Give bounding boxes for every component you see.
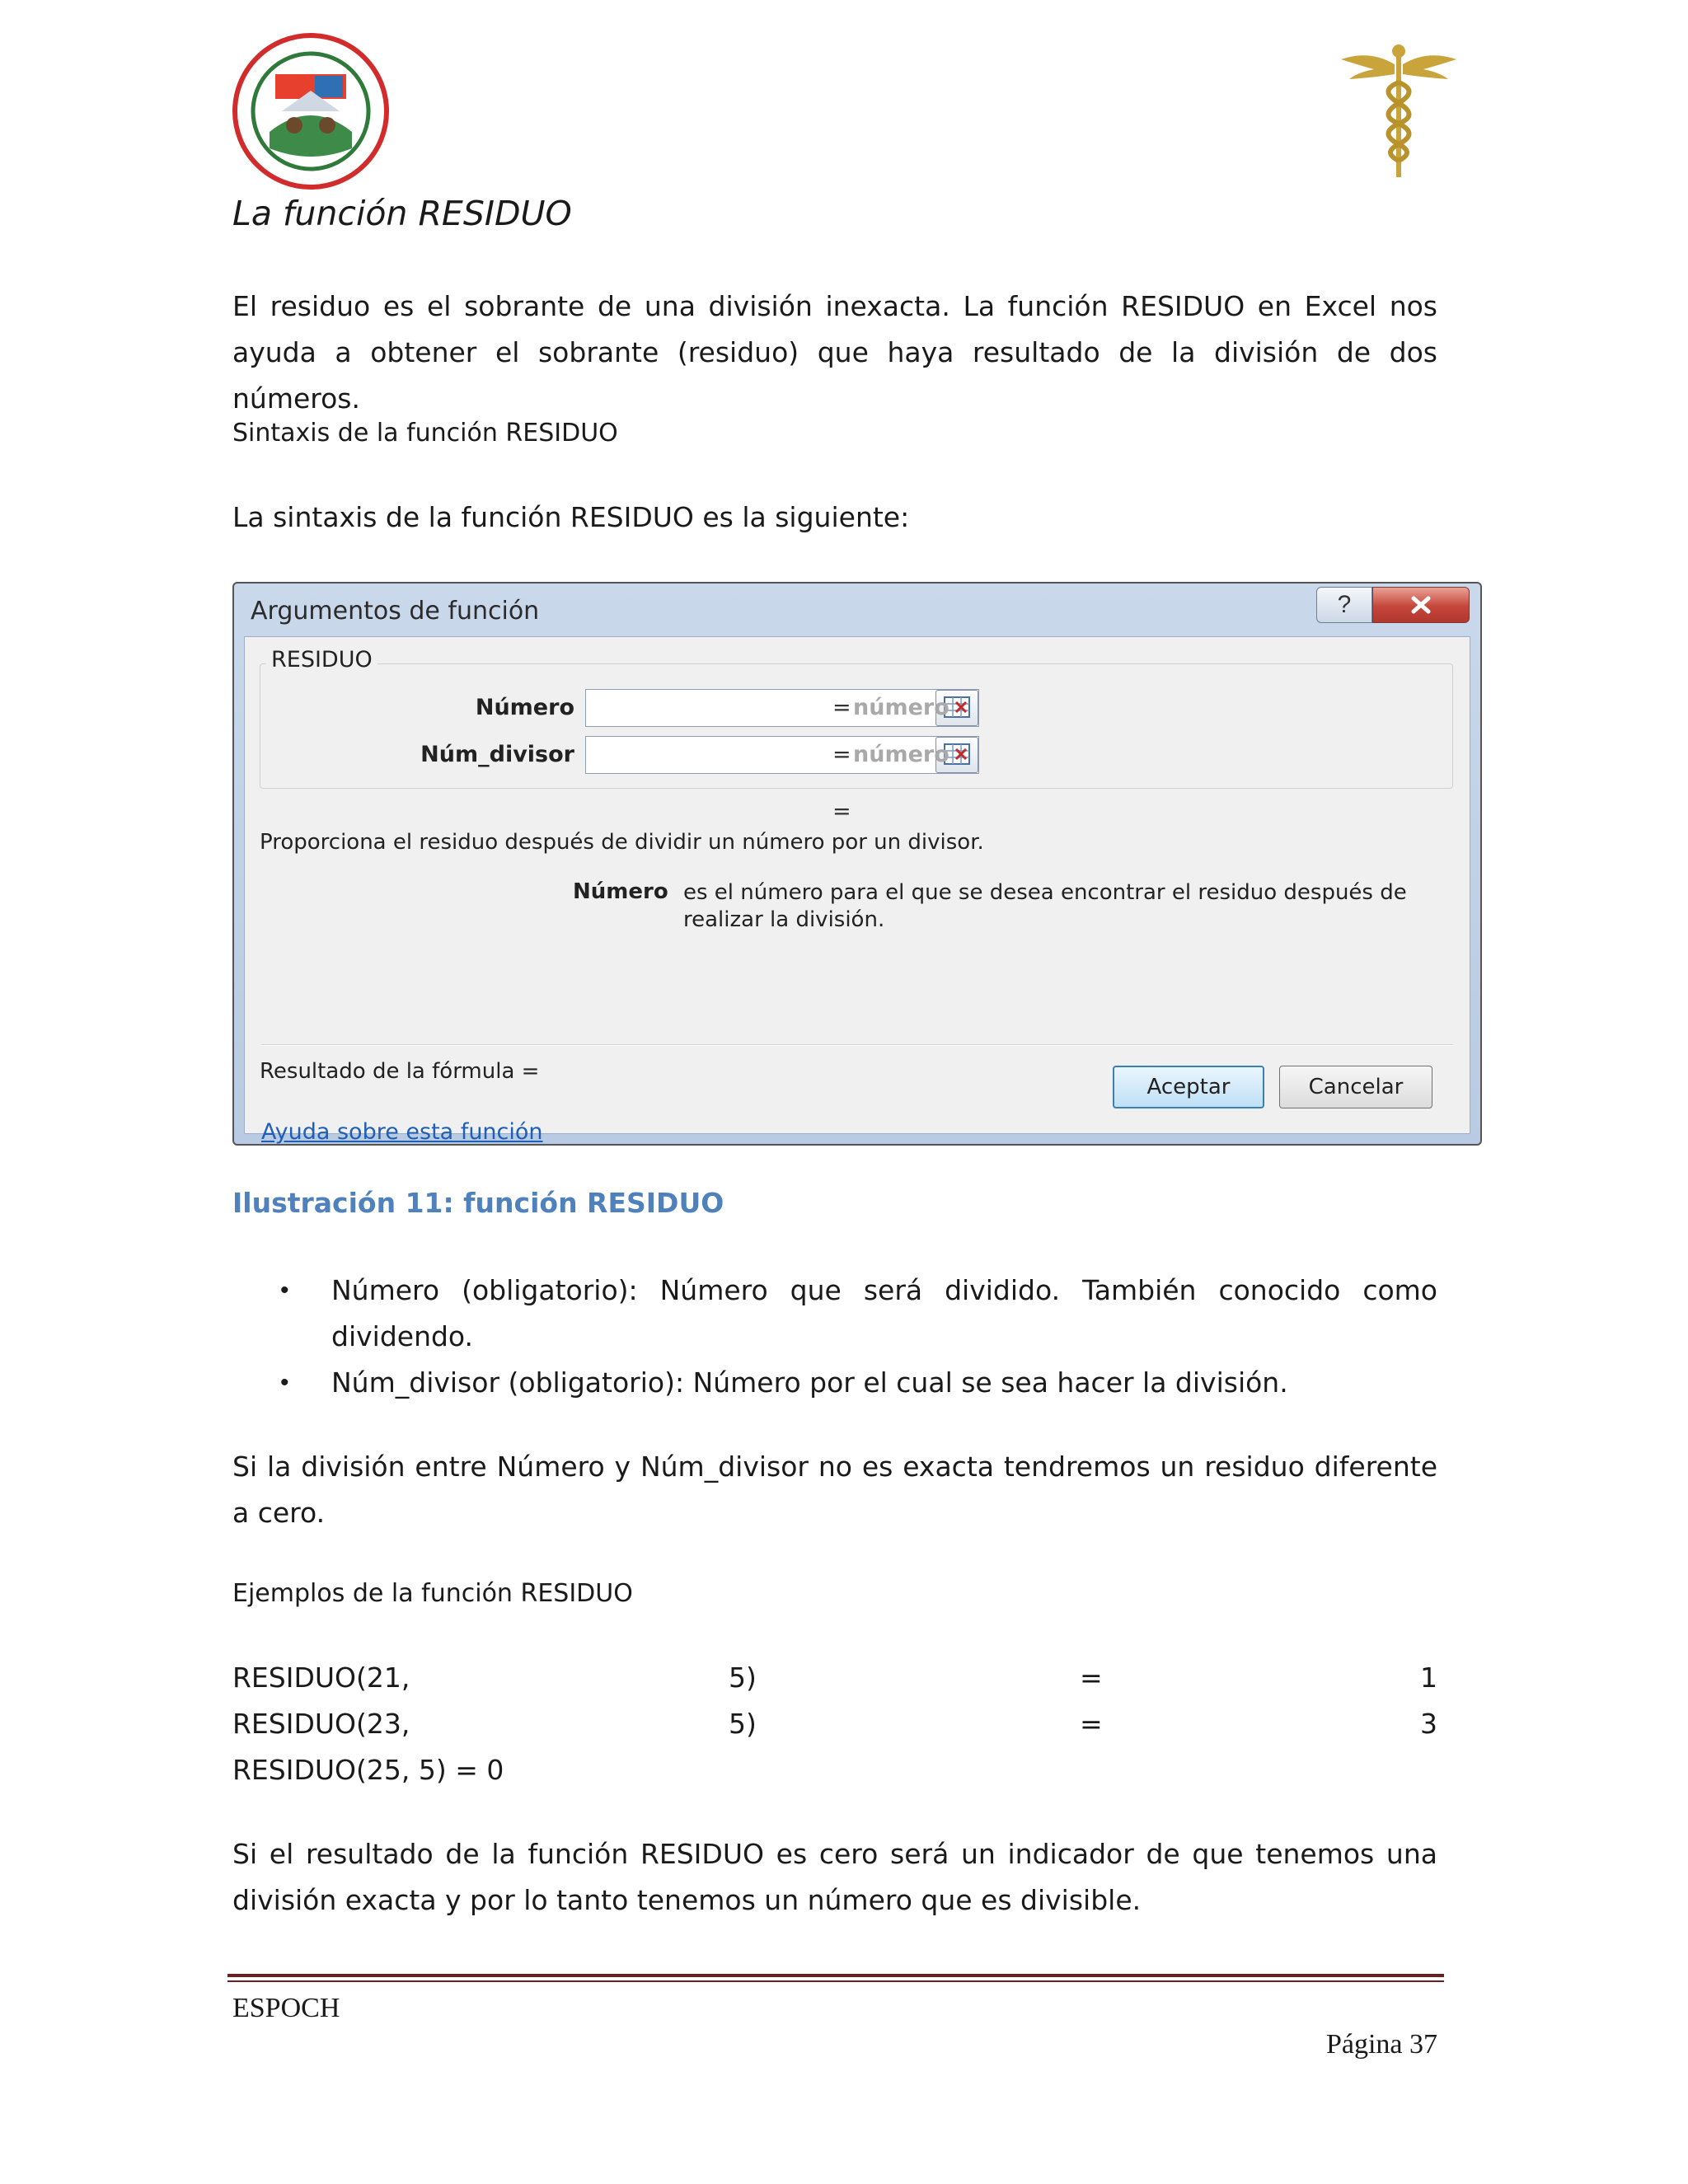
- numero-label: Número: [475, 695, 574, 720]
- footer-rule: [227, 1974, 1444, 1977]
- syntax-heading: Sintaxis de la función RESIDUO: [232, 419, 618, 448]
- example-1-equals: =: [1080, 1661, 1103, 1694]
- example-2-equals: =: [1080, 1708, 1103, 1740]
- help-button[interactable]: ?: [1316, 587, 1372, 623]
- num-divisor-label: Núm_divisor: [420, 742, 574, 767]
- bullet-item-num-divisor: Núm_divisor (obligatorio): Número por el cual se sea hacer la división.: [331, 1366, 1288, 1399]
- page-title: La función RESIDUO: [232, 194, 572, 233]
- bullet-marker: •: [280, 1369, 289, 1396]
- close-icon: [1409, 595, 1433, 615]
- argument-description-name: Número: [573, 879, 668, 904]
- paragraph-zero: Si el resultado de la función RESIDUO es cero será un indicador de que tenemos una división exacta y por lo tanto tenemos un número que es divisible.: [232, 1838, 1437, 1916]
- numero-equals: =: [832, 695, 851, 720]
- bullet-item-numero: Número (obligatorio): Número que será dividido. También conocido como dividendo.: [331, 1274, 1437, 1352]
- examples-heading: Ejemplos de la función RESIDUO: [232, 1579, 633, 1608]
- espoch-seal-logo: [232, 33, 389, 190]
- example-2-call: RESIDUO(23,: [232, 1708, 410, 1740]
- close-button[interactable]: [1372, 587, 1470, 623]
- example-1-call: RESIDUO(21,: [232, 1661, 410, 1694]
- intro-paragraph: El residuo es el sobrante de una división inexacta. La función RESIDUO en Excel nos ayuda a obtener el sobrante (residuo) que haya resultado de la división de dos números.: [232, 290, 1437, 415]
- figure-caption: Ilustración 11: función RESIDUO: [232, 1187, 724, 1219]
- ok-button[interactable]: Aceptar: [1113, 1066, 1264, 1108]
- num-divisor-equals: =: [832, 742, 851, 767]
- bullet-marker: •: [280, 1277, 289, 1304]
- function-name-label: RESIDUO: [266, 647, 377, 673]
- argument-description-text: es el número para el que se desea encontrar el residuo después de realizar la división.: [683, 880, 1407, 932]
- result-equals: =: [832, 799, 851, 824]
- page-number: Página 37: [1325, 2029, 1437, 2060]
- caduceus-logo: [1337, 41, 1461, 181]
- cancel-button[interactable]: Cancelar: [1279, 1066, 1432, 1108]
- example-1-result: 1: [1420, 1661, 1437, 1694]
- dialog-content: [244, 636, 1470, 1145]
- footer-rule-thin: [227, 1980, 1444, 1982]
- example-1-divisor: 5): [729, 1661, 757, 1694]
- dialog-separator: [261, 1044, 1453, 1046]
- numero-hint: número: [853, 695, 950, 720]
- dialog-title: Argumentos de función: [251, 597, 540, 626]
- formula-result-label: Resultado de la fórmula =: [260, 1059, 540, 1084]
- footer-organization: ESPOCH: [232, 1993, 340, 2023]
- example-3: RESIDUO(25, 5) = 0: [232, 1754, 504, 1786]
- paragraph-nonzero: Si la división entre Número y Núm_divisor no es exacta tendremos un residuo diferente a cero.: [232, 1451, 1437, 1529]
- syntax-intro: La sintaxis de la función RESIDUO es la siguiente:: [232, 501, 910, 533]
- function-description: Proporciona el residuo después de dividir un número por un divisor.: [260, 830, 984, 855]
- num-divisor-hint: número: [853, 742, 950, 767]
- help-link[interactable]: Ayuda sobre esta función: [261, 1119, 543, 1145]
- example-2-result: 3: [1420, 1708, 1437, 1740]
- function-arguments-dialog: [232, 582, 1482, 1146]
- example-2-divisor: 5): [729, 1708, 757, 1740]
